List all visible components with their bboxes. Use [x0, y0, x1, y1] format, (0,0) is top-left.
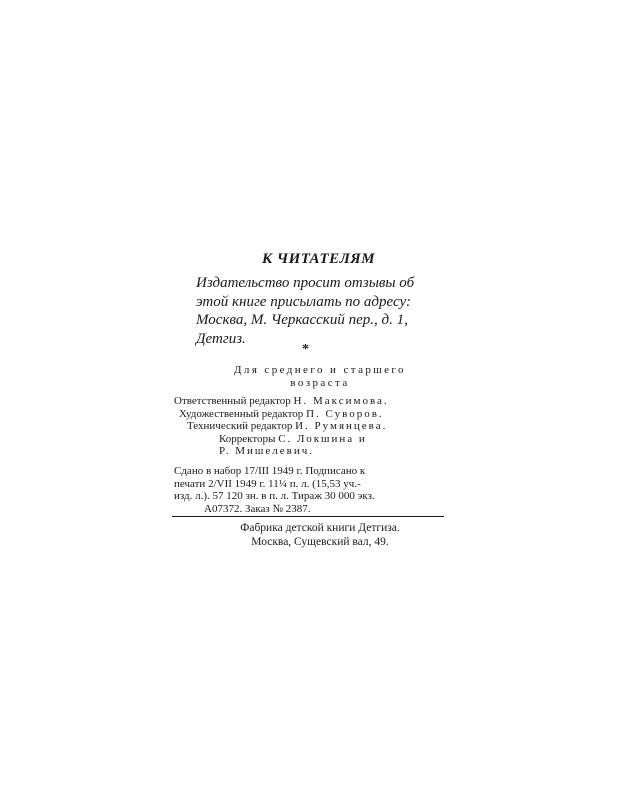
notice-line: Москва, М. Черкасский пер., д. 1, [196, 312, 408, 328]
staff-role: Корректоры [219, 432, 276, 445]
notice-line: этой книге присылать по адресу: [196, 293, 411, 310]
editorial-staff [174, 395, 389, 458]
staff-line [174, 445, 389, 458]
notice-line: Детгиз. [196, 330, 246, 347]
audience-line: Для среднего и старшего [234, 364, 406, 376]
print-details [174, 465, 375, 515]
staff-name: Н. Максимова. [293, 395, 389, 407]
printing-factory-address [200, 521, 440, 549]
print-line: А07372. Заказ № 2387. [204, 502, 311, 515]
print-line: изд. л.). 57 120 зн. в п. л. Тираж 30 000 экз. [174, 490, 375, 502]
staff-line [174, 420, 389, 433]
staff-role: Ответственный редактор [174, 395, 291, 407]
staff-role: Художественный редактор [179, 407, 304, 420]
print-line: Сдано в набор 17/III 1949 г. Подписано к [174, 465, 366, 477]
staff-name: П. Суворов. [306, 407, 384, 420]
horizontal-rule [172, 516, 444, 517]
staff-line [174, 395, 389, 408]
staff-line [174, 433, 389, 446]
staff-name: Р. Мишелевич. [219, 445, 314, 457]
reader-notice-heading: К ЧИТАТЕЛЯМ [262, 251, 376, 267]
asterisk-separator: * [302, 342, 309, 357]
factory-line: Фабрика детской книги Детгиза. [240, 522, 400, 534]
staff-name: С. Локшина и [278, 432, 367, 445]
staff-line [174, 408, 389, 421]
audience-note [200, 364, 440, 390]
staff-name: И. Румянцева. [295, 420, 388, 432]
factory-line: Москва, Сущевский вал, 49. [251, 536, 389, 548]
reader-notice-text [196, 274, 458, 348]
audience-line: возраста [290, 377, 350, 389]
notice-line: Издательство просит отзывы об [196, 275, 415, 291]
staff-role: Технический редактор [187, 420, 293, 432]
print-line: печати 2/VII 1949 г. 11¼ п. л. (15,53 уч.- [174, 477, 361, 490]
